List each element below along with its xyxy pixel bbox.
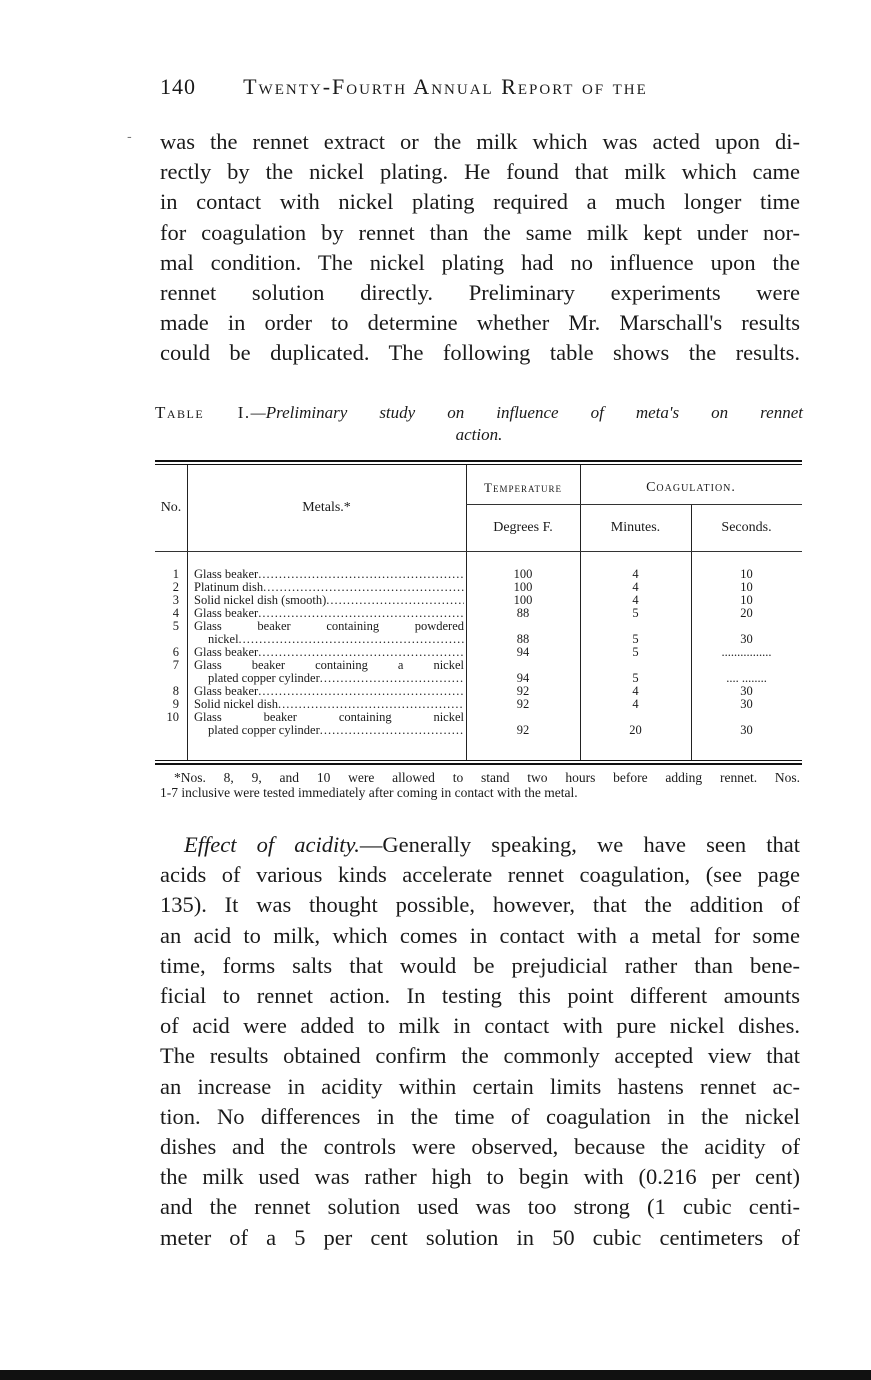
minutes-cell: 20	[629, 723, 642, 737]
metal-label: Solid nickel dish (smooth)	[194, 593, 327, 607]
minutes-cell: 4	[632, 697, 639, 711]
table-bottom-rule-2	[155, 763, 802, 765]
row-number: 9	[172, 697, 179, 711]
metal-cell	[194, 620, 464, 646]
col-header-seconds: Seconds.	[721, 520, 772, 535]
leader-dots	[239, 633, 464, 646]
col-header-minutes: Minutes.	[610, 520, 661, 535]
text-line: in contact with nickel plating required a much longer time	[160, 189, 800, 215]
metal-label: Glass beaker containing nickel	[194, 710, 464, 724]
table-bottom-rule	[155, 760, 802, 761]
footnote-line: *Nos. 8, 9, and 10 were allowed to stand two hours before adding rennet. Nos.	[174, 770, 800, 785]
degrees-cell: 92	[516, 723, 530, 737]
col-header-temperature: Temperature	[484, 480, 562, 495]
col-header-coagulation: Coagulation.	[646, 480, 736, 495]
text-line: rennet solution directly. Preliminary experiments were	[160, 280, 800, 306]
scan-border	[0, 1370, 871, 1380]
table-caption-text: —Preliminary study on influence of meta's on rennet	[250, 403, 803, 422]
metal-label: Solid nickel dish	[194, 697, 279, 711]
row-number: 1	[172, 567, 179, 581]
text-line: 135). It was thought possible, however, that the addition of	[160, 892, 800, 918]
metal-label: Glass beaker	[194, 567, 259, 581]
paragraph-intro	[160, 127, 800, 369]
seconds-cell: 20	[740, 606, 753, 620]
row-number: 3	[172, 593, 179, 607]
paragraph-acidity	[160, 830, 800, 1253]
text-line: was the rennet extract or the milk which was acted upon di-	[160, 129, 800, 154]
degrees-cell: 100	[513, 593, 533, 607]
section-heading: Effect of acidity.	[184, 832, 360, 857]
minutes-cell: 5	[632, 632, 639, 646]
metal-label: Glass beaker	[194, 606, 259, 620]
metal-label: Glass beaker containing a nickel	[194, 658, 464, 672]
degrees-cell: 100	[513, 567, 533, 581]
leader-dots	[326, 594, 464, 607]
text-line	[160, 830, 800, 860]
row-number: 2	[172, 580, 179, 594]
table-top-rule	[155, 460, 802, 462]
col-header-no: No.	[160, 500, 182, 515]
seconds-cell: 30	[740, 723, 753, 737]
metal-label: Platinum dish	[194, 580, 264, 594]
text-line: tion. No differences in the time of coagulation in the nickel	[160, 1103, 800, 1129]
text-line: ficial to rennet action. In testing this point different amounts	[160, 983, 800, 1009]
metal-cell	[194, 711, 464, 737]
footnote-line: 1-7 inclusive were tested immediately after coming in contact with the metal.	[160, 785, 578, 800]
metal-label: Glass beaker containing powdered	[194, 619, 464, 633]
leader-dots	[258, 568, 464, 581]
seconds-cell: .... ........	[726, 671, 767, 685]
seconds-cell: 30	[740, 632, 753, 646]
text-line: an increase in acidity within certain limits hastens rennet ac-	[160, 1073, 800, 1099]
metal-label: Glass beaker	[194, 645, 259, 659]
metal-label: plated copper cylinder	[208, 671, 320, 685]
table-caption	[155, 402, 803, 446]
minutes-cell: 4	[632, 684, 639, 698]
metal-label: Glass beaker	[194, 684, 259, 698]
running-title: Twenty-Fourth Annual Report of the	[243, 74, 648, 99]
leader-dots	[320, 724, 464, 737]
row-number: 5	[172, 619, 179, 633]
table-caption-text-2: action.	[455, 425, 503, 444]
degrees-cell: 92	[516, 697, 530, 711]
text-line-rest: —Generally speaking, we have seen that	[359, 832, 800, 857]
row-number: 6	[172, 645, 179, 659]
page-number: 140	[160, 74, 196, 99]
leader-dots	[258, 685, 464, 698]
text-line: could be duplicated. The following table shows the results.	[160, 340, 800, 366]
col-header-degrees: Degrees F.	[493, 520, 553, 535]
degrees-cell: 88	[516, 606, 530, 620]
text-line: acids of various kinds accelerate rennet coagulation, (see page	[160, 862, 800, 888]
results-table	[155, 460, 802, 764]
degrees-cell: 88	[516, 632, 530, 646]
leader-dots	[320, 672, 464, 685]
seconds-cell: 10	[740, 593, 753, 607]
metal-cell	[194, 659, 464, 685]
margin-mark: -	[127, 129, 132, 145]
seconds-cell: 30	[740, 684, 753, 698]
seconds-cell: 30	[740, 697, 753, 711]
row-number: 7	[172, 658, 179, 672]
table-footnote	[160, 770, 800, 800]
minutes-cell: 5	[632, 645, 639, 659]
text-line: dishes and the controls were observed, because the acidity of	[160, 1134, 800, 1160]
degrees-cell: 94	[516, 645, 530, 659]
text-line: and the rennet solution used was too strong (1 cubic centi-	[160, 1194, 800, 1220]
text-line: mal condition. The nickel plating had no influence upon the	[160, 249, 800, 275]
seconds-cell: ................	[721, 645, 772, 659]
col-header-metals: Metals.*	[302, 500, 351, 515]
header-rule	[155, 551, 802, 552]
text-line: for coagulation by rennet than the same milk kept under nor-	[160, 219, 800, 245]
text-line: made in order to determine whether Mr. Marschall's results	[160, 310, 800, 336]
minutes-cell: 4	[632, 593, 639, 607]
row-number: 4	[172, 606, 179, 620]
text-line: of acid were added to milk in contact with pure nickel dishes.	[160, 1013, 800, 1039]
minutes-cell: 4	[632, 580, 639, 594]
metal-label: nickel	[208, 632, 239, 646]
seconds-cell: 10	[740, 567, 753, 581]
minutes-cell: 4	[632, 567, 639, 581]
text-line: an acid to milk, which comes in contact with a metal for some	[160, 922, 800, 948]
table-caption-label: Table I.	[155, 403, 251, 422]
degrees-cell: 92	[516, 684, 530, 698]
seconds-cell: 10	[740, 580, 753, 594]
minutes-cell: 5	[632, 606, 639, 620]
text-line: meter of a 5 per cent solution in 50 cubic centimeters of	[160, 1224, 800, 1250]
row-number: 10	[166, 710, 179, 724]
running-header	[160, 74, 800, 100]
metal-label: plated copper cylinder	[208, 723, 320, 737]
text-line: time, forms salts that would be prejudicial rather than bene-	[160, 952, 800, 978]
text-line: rectly by the nickel plating. He found that milk which came	[160, 159, 800, 185]
text-line: The results obtained confirm the commonly accepted view that	[160, 1043, 800, 1069]
text-line: the milk used was rather high to begin with (0.216 per cent)	[160, 1164, 800, 1190]
row-number: 8	[172, 684, 179, 698]
degrees-cell: 94	[516, 671, 530, 685]
degrees-cell: 100	[513, 580, 533, 594]
header-subrule	[466, 504, 802, 505]
minutes-cell: 5	[632, 671, 639, 685]
table-top-rule-2	[155, 464, 802, 465]
